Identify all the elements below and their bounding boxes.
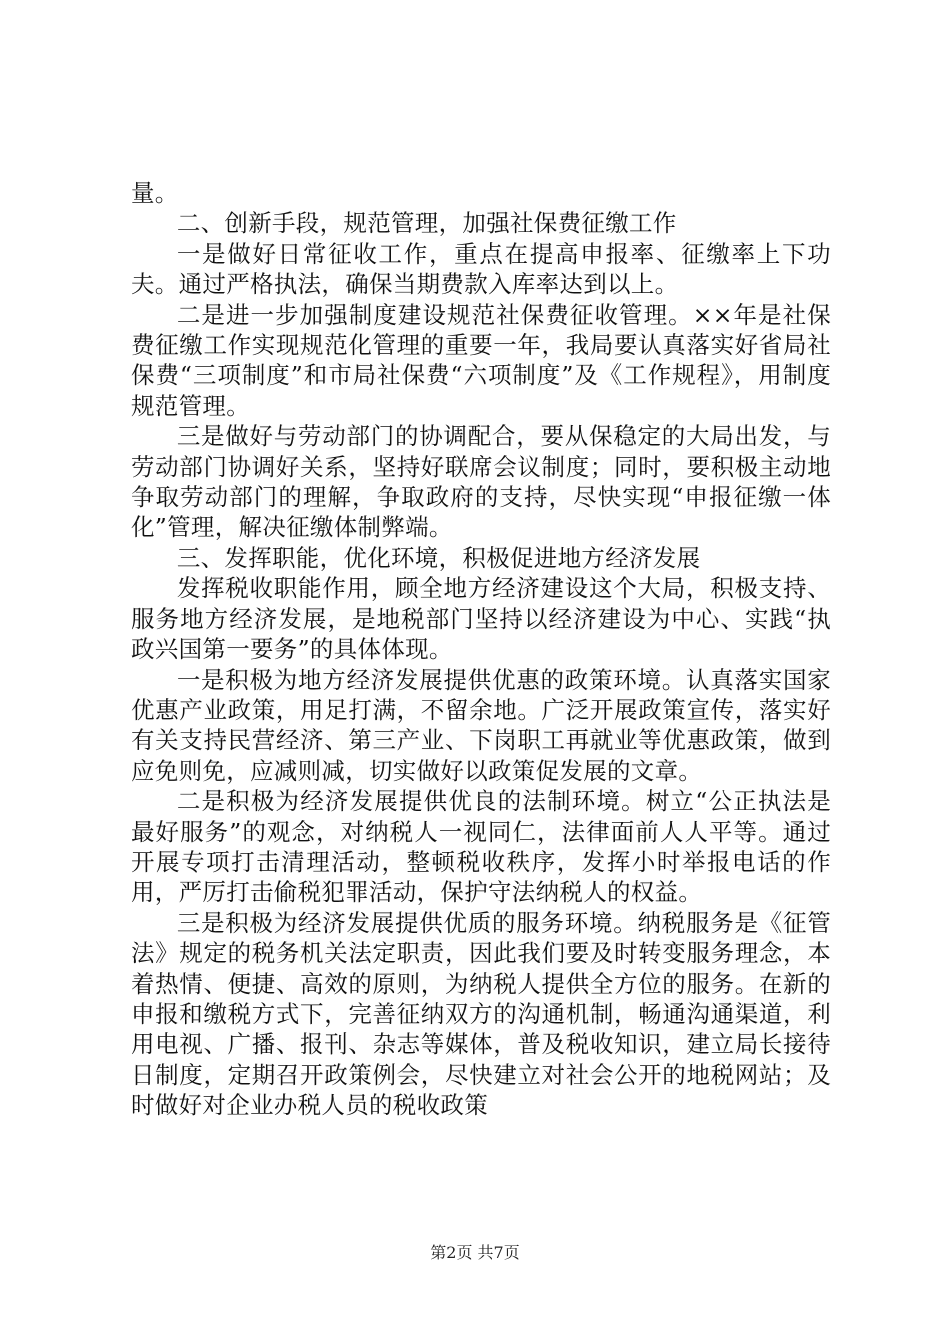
paragraph: 二是进一步加强制度建设规范社保费征收管理。××年是社保费征缴工作实现规范化管理的重要一年，我局要认真落实好省局社保费“三项制度”和市局社保费“六项制度”及《工作规程》，用制度规范管理。 <box>131 300 831 420</box>
page-number-label: 第2页 共7页 <box>430 1243 520 1262</box>
paragraph: 发挥税收职能作用，顾全地方经济建设这个大局，积极支持、服务地方经济发展，是地税部门坚持以经济建设为中心、实践“执政兴国第一要务”的具体体现。 <box>131 574 831 664</box>
paragraph: 一是做好日常征收工作，重点在提高申报率、征缴率上下功夫。通过严格执法，确保当期费款入库率达到以上。 <box>131 239 831 299</box>
paragraph: 三是积极为经济发展提供优质的服务环境。纳税服务是《征管法》规定的税务机关法定职责，因此我们要及时转变服务理念，本着热情、便捷、高效的原则，为纳税人提供全方位的服务。在新的申报和缴税方式下，完善征纳双方的沟通机制，畅通沟通渠道，利用电视、广播、报刊、杂志等媒体，普及税收知识，建立局长接待日制度，定期召开政策例会，尽快建立对社会公开的地税网站；及时做好对企业办税人员的税收政策 <box>131 908 831 1120</box>
section-heading-3: 三、发挥职能，优化环境，积极促进地方经济发展 <box>176 543 701 572</box>
page-footer <box>0 1243 950 1263</box>
document-body <box>131 178 831 1121</box>
paragraph: 三是做好与劳动部门的协调配合，要从保稳定的大局出发，与劳动部门协调好关系，坚持好联席会议制度；同时，要积极主动地争取劳动部门的理解，争取政府的支持，尽快实现“申报征缴一体化”管理，解决征缴体制弊端。 <box>131 422 831 542</box>
paragraph: 二是积极为经济发展提供优良的法制环境。树立“公正执法是最好服务”的观念，对纳税人一视同仁，法律面前人人平等。通过开展专项打击清理活动，整顿税收秩序，发挥小时举报电话的作用，严厉打击偷税犯罪活动，保护守法纳税人的权益。 <box>131 787 831 907</box>
paragraph-continuation: 量。 <box>131 179 179 207</box>
paragraph: 一是积极为地方经济发展提供优惠的政策环境。认真落实国家优惠产业政策，用足打满，不留余地。广泛开展政策宣传，落实好有关支持民营经济、第三产业、下岗职工再就业等优惠政策，做到应免则免，应减则减，切实做好以政策促发展的文章。 <box>131 665 831 785</box>
section-heading-2: 二、创新手段，规范管理，加强社保费征缴工作 <box>176 209 677 238</box>
